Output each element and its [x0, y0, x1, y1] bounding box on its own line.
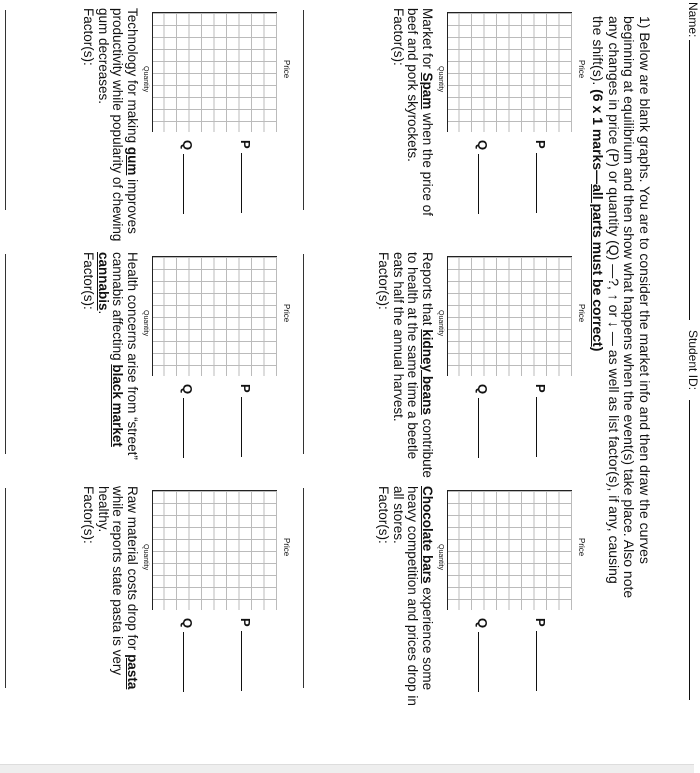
factors-label: Factor(s):: [391, 8, 406, 66]
market-description: Reports that kidney beans contribute to health at the same time a beetle eats half the annual harvest. Factor(s):: [376, 252, 435, 478]
marks-underlined: all parts must be correct: [590, 184, 607, 347]
price-change-field[interactable]: P: [533, 140, 548, 213]
factors-label: Factor(s):: [376, 252, 392, 310]
instructions-or: or: [606, 300, 622, 322]
price-change-field[interactable]: P: [533, 618, 548, 691]
market-card-spam: [374, 6, 594, 244]
price-axis-label: Price: [282, 304, 291, 323]
up-arrow-icon: ↑: [606, 293, 622, 301]
quantity-change-field[interactable]: Q: [475, 618, 490, 692]
divider: [303, 488, 304, 688]
factors-label: Factor(s):: [81, 8, 97, 66]
student-id-line: [689, 400, 690, 700]
quantity-axis-label: Quantity: [142, 310, 149, 337]
quantity-change-field[interactable]: Q: [475, 384, 490, 458]
quantity-axis-label: Quantity: [437, 310, 444, 337]
blank-graph[interactable]: [152, 256, 277, 376]
price-change-field[interactable]: P: [533, 384, 548, 457]
price-axis-label: Price: [577, 304, 586, 323]
market-card-cannabis: [79, 250, 299, 488]
instructions: [590, 16, 652, 601]
price-change-field[interactable]: P: [238, 618, 253, 691]
price-axis-label: Price: [282, 60, 291, 79]
quantity-change-field[interactable]: Q: [475, 140, 490, 214]
quantity-change-field[interactable]: Q: [180, 618, 195, 692]
quantity-axis-label: Quantity: [437, 66, 444, 93]
quantity-axis-label: Quantity: [142, 544, 149, 571]
divider: [5, 488, 6, 688]
market-card-pasta: [79, 484, 299, 722]
price-axis-label: Price: [282, 538, 291, 557]
factors-label: Factor(s):: [81, 486, 97, 544]
instructions-text-2: — as well as list factor(s), if any, causing the shift(s).: [590, 16, 622, 584]
quantity-axis-label: Quantity: [437, 544, 444, 571]
market-card-chocolate: [374, 484, 594, 722]
market-description: Raw material costs drop for pasta while reports state pasta is very healthy. Factor(s):: [81, 486, 140, 690]
horizontal-scrollbar[interactable]: [0, 764, 694, 773]
blank-graph[interactable]: [447, 256, 572, 376]
header: [686, 0, 700, 772]
market-description: Market for Spam when the price of beef and pork skyrockets. Factor(s):: [391, 8, 435, 216]
price-change-field[interactable]: P: [238, 384, 253, 457]
divider: [5, 254, 6, 454]
down-arrow-icon: ↓: [606, 321, 622, 329]
factors-label: Factor(s):: [81, 252, 97, 310]
factors-label: Factor(s):: [376, 486, 392, 544]
price-axis-label: Price: [577, 60, 586, 79]
blank-graph[interactable]: [152, 490, 277, 610]
quantity-change-field[interactable]: Q: [180, 384, 195, 458]
name-label: Name:: [686, 2, 700, 38]
price-axis-label: Price: [577, 538, 586, 557]
blank-graph[interactable]: [447, 12, 572, 132]
quantity-change-field[interactable]: Q: [180, 140, 195, 214]
divider: [5, 10, 6, 210]
marks-end: ): [590, 346, 607, 352]
market-description: Health concerns arise from “street” cannabis affecting black market cannabis. Factor(s):: [81, 252, 140, 460]
quantity-axis-label: Quantity: [142, 66, 149, 93]
divider: [303, 254, 304, 454]
marks-text: (6 x 1 marks—: [590, 89, 607, 185]
market-card-kidney-beans: [374, 250, 594, 488]
blank-graph[interactable]: [152, 12, 277, 132]
market-card-gum: [79, 6, 299, 244]
market-description: Technology for making gum improves productivity while popularity of chewing gum decreases. Factor(s):: [81, 8, 140, 242]
blank-graph[interactable]: [447, 490, 572, 610]
student-id-label: Student ID:: [686, 330, 700, 391]
price-change-field[interactable]: P: [238, 140, 253, 213]
market-description: Chocolate bars experience some heavy competition and prices drop in all stores. Factor(s):: [376, 486, 435, 706]
divider: [303, 10, 304, 210]
instructions-text-1: 1) Below are blank graphs. You are to consider the market info and then draw the curves beginning at equilibrium and then show what happens when the event(s) take place. Also note any changes in price (P) or quantity (Q) —?,: [606, 16, 653, 599]
name-line: [689, 40, 690, 320]
